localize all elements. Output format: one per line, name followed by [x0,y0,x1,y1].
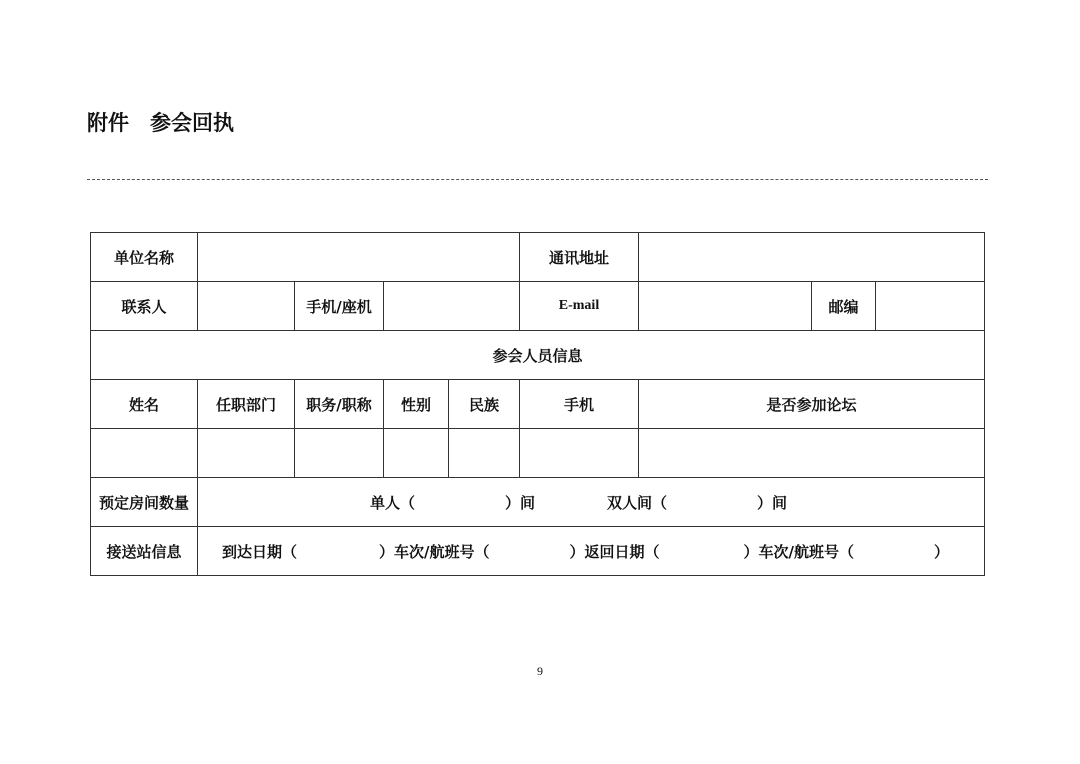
arrival-train-flight-label: ）车次/航班号（ [379,542,490,561]
attendee-gender-field[interactable] [384,429,449,478]
double-room-open: 双人间（ [607,493,668,512]
unit-name-field[interactable] [198,233,520,282]
room-booking-row [91,478,985,527]
arrival-date-label: 到达日期（ [222,542,298,561]
attendee-mobile-field[interactable] [520,429,639,478]
page-number: 9 [537,664,543,678]
registration-form [90,232,985,576]
attendee-title-field[interactable] [295,429,384,478]
attendee-entry-row [91,429,985,478]
attendee-ethnicity-field[interactable] [449,429,520,478]
transport-row [91,527,985,576]
contact-field[interactable] [198,282,295,331]
column-header-mobile: 手机 [520,380,639,429]
room-booking-field[interactable] [198,478,985,527]
attendee-forum-field[interactable] [639,429,985,478]
column-header-gender: 性别 [384,380,449,429]
attendee-department-field[interactable] [198,429,295,478]
phone-label: 手机/座机 [295,282,384,331]
attendee-name-field[interactable] [91,429,198,478]
return-date-label: ）返回日期（ [569,542,660,561]
phone-field[interactable] [384,282,520,331]
transport-field[interactable] [198,527,985,576]
postcode-field[interactable] [876,282,985,331]
email-label: E-mail [520,282,639,331]
single-room-close: ）间 [505,493,536,512]
attendee-header-row [91,380,985,429]
address-label: 通讯地址 [520,233,639,282]
room-booking-label: 预定房间数量 [91,478,198,527]
return-train-flight-label: ）车次/航班号（ [743,542,854,561]
column-header-title: 职务/职称 [295,380,384,429]
column-header-name: 姓名 [91,380,198,429]
address-field[interactable] [639,233,985,282]
form-row-contact [91,282,985,331]
document-heading: 附件 参会回执 [87,111,234,135]
dashed-divider [87,179,988,180]
contact-label: 联系人 [91,282,198,331]
form-row-organization [91,233,985,282]
double-room-close: ）间 [757,493,788,512]
column-header-ethnicity: 民族 [449,380,520,429]
transport-close-paren: ） [934,542,950,561]
single-room-open: 单人（ [370,493,416,512]
column-header-forum: 是否参加论坛 [639,380,985,429]
column-header-department: 任职部门 [198,380,295,429]
transport-label: 接送站信息 [91,527,198,576]
email-field[interactable] [639,282,812,331]
attendee-section-title: 参会人员信息 [91,331,985,380]
form-row-section-title [91,331,985,380]
postcode-label: 邮编 [812,282,876,331]
unit-name-label: 单位名称 [91,233,198,282]
